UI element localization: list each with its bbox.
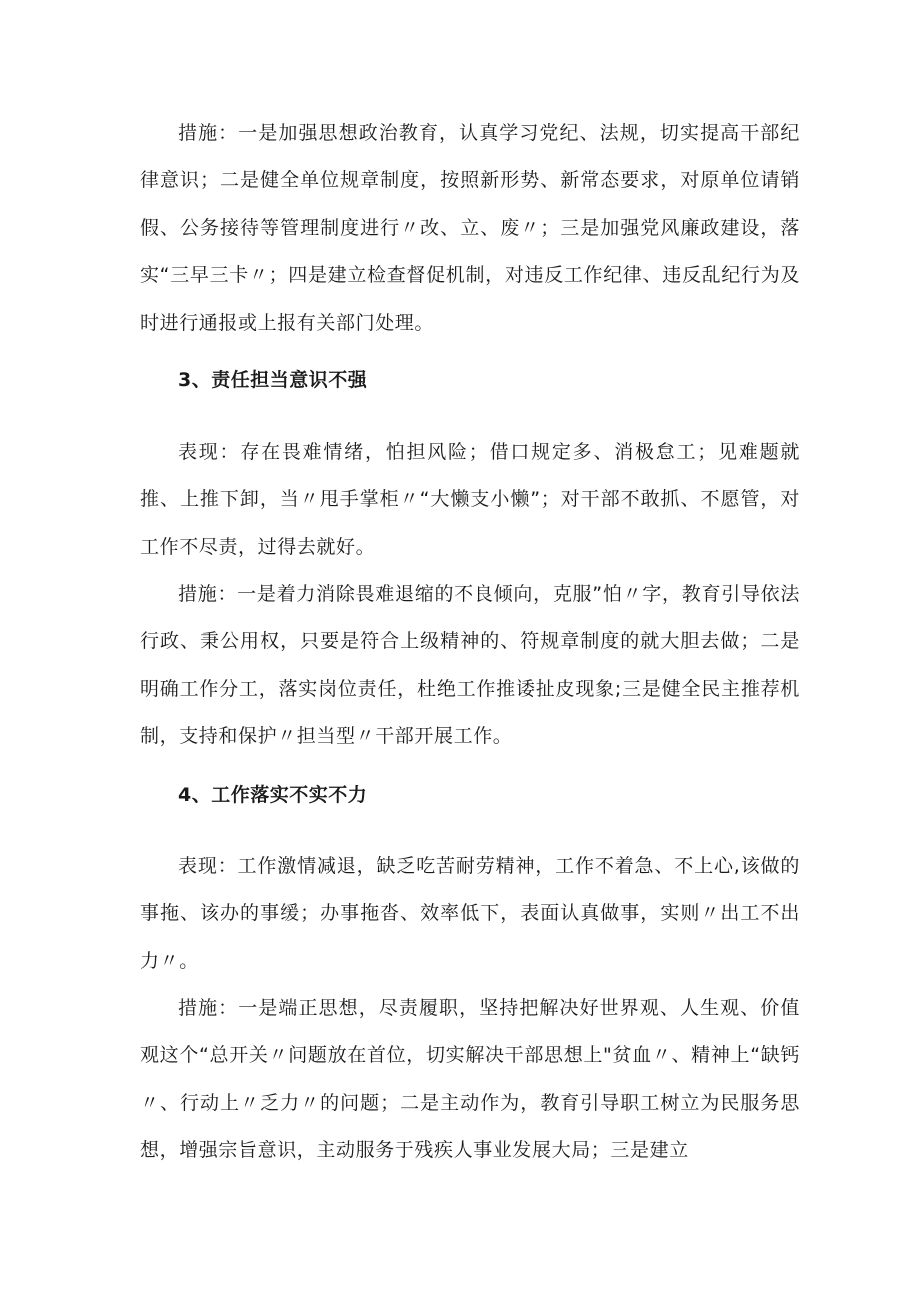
section-heading-4: 4、工作落实不实不力 [178,784,368,806]
paragraph-manifestation-responsibility: 表现：存在畏难情绪，怕担风险；借口规定多、消极怠工；见难题就推、上推下卸，当〃甩手掌柜〃“大懒支小懒”；对干部不敢抓、不愿管，对工作不尽责，过得去就好。 [140,441,800,558]
paragraph-measures-implementation: 措施：一是端正思想，尽责履职，坚持把解决好世界观、人生观、价值观这个“总开关〃问题放在首位，切实解决干部思想上"贫血〃、精神上“缺钙〃、行动上〃乏力〃的问题；二是主动作为，教育引导职工树立为民服务思想，增强宗旨意识，主动服务于残疾人事业发展大局；三是建立 [140,997,800,1162]
paragraph-measures-discipline: 措施：一是加强思想政治教育，认真学习党纪、法规，切实提高干部纪律意识；二是健全单位规章制度，按照新形势、新常态要求，对原单位请销假、公务接待等管理制度进行〃改、立、废〃；三是加强党风廉政建设，落实“三早三卡〃；四是建立检查督促机制，对违反工作纪律、违反乱纪行为及时进行通报或上报有关部门处理。 [140,122,800,334]
section-heading-3: 3、责任担当意识不强 [178,369,368,391]
paragraph-manifestation-implementation: 表现：工作激情减退，缺乏吃苦耐劳精神，工作不着急、不上心,该做的事拖、该办的事缓；办事拖沓、效率低下，表面认真做事，实则〃出工不出力〃。 [140,855,800,972]
paragraph-measures-responsibility: 措施：一是着力消除畏难退缩的不良倾向，克服”怕〃字，教育引导依法行政、秉公用权，只要是符合上级精神的、符规章制度的就大胆去做；二是明确工作分工，落实岗位责任，杜绝工作推诿扯皮现象;三是健全民主推荐机制，支持和保护〃担当型〃干部开展工作。 [140,583,800,748]
